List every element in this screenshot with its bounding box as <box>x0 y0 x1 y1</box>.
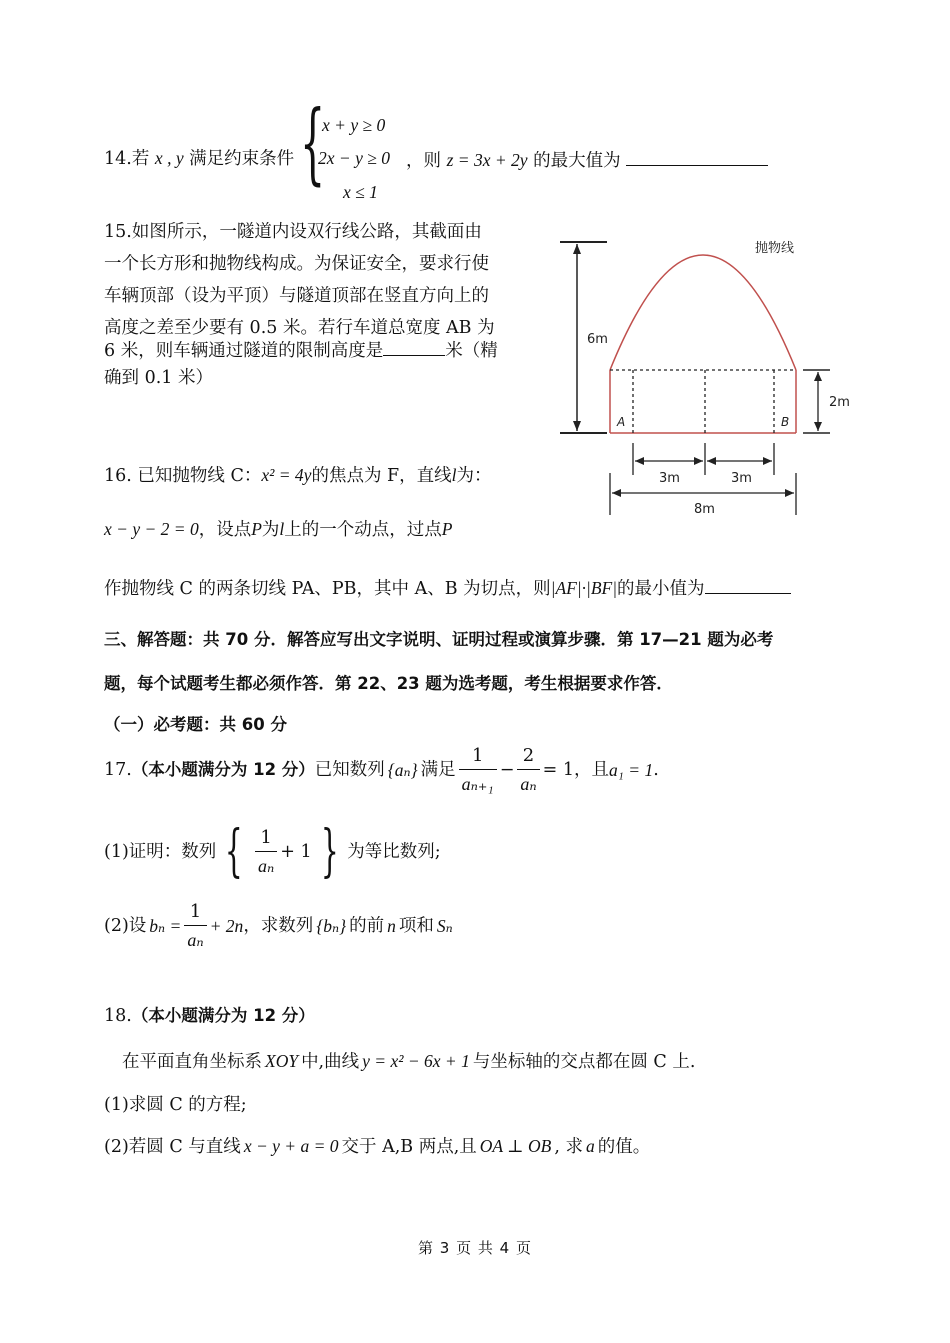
q17-p1-tail: 为等比数列; <box>347 842 441 862</box>
q18-heading <box>104 1005 315 1027</box>
q18-p2c: , 求 <box>554 1137 583 1157</box>
q14-then: ，则 <box>406 151 441 171</box>
q18-num: 18. <box>104 1006 132 1026</box>
q17-p1-frac <box>255 828 277 876</box>
q15-line-1: 15.如图所示，一隧道内设双行线公路，其截面由 <box>104 222 482 242</box>
q15-line-4: 高度之差至少要有 0.5 米。若行车道总宽度 AB 为 <box>104 318 495 338</box>
q16-l2l: l <box>279 519 285 539</box>
q18-l1c: 与坐标轴的交点都在圆 C 上. <box>472 1052 696 1072</box>
q16-l2p2: P <box>441 519 453 539</box>
q16-answer-blank[interactable] <box>705 575 791 594</box>
q15-line-2: 一个长方形和抛物线构成。为保证安全，要求行使 <box>104 254 489 274</box>
q17-p2-num: 1 <box>189 901 202 922</box>
q17-frac1-num: 1 <box>471 745 484 766</box>
q17-p1-brace-left: { <box>225 819 244 884</box>
q14-prefix: 14.若 <box>104 149 150 169</box>
q15-line-6: 确到 0.1 米） <box>104 368 213 388</box>
q16-line-3 <box>104 575 791 600</box>
label-8m: 8m <box>694 502 715 517</box>
constraint-1: x + y ≥ 0 <box>322 115 386 135</box>
q16-line-2 <box>104 518 453 541</box>
q16-l1a: 16. 已知抛物线 C： <box>104 466 262 486</box>
q17-part-2 <box>104 902 453 950</box>
q16-l1c: 为： <box>456 466 492 486</box>
q14-vars: x , y <box>154 148 184 168</box>
q14-tail <box>406 147 768 172</box>
section3-line-3: （一）必考题：共 60 分 <box>104 715 287 734</box>
q14-middle: 满足约束条件 <box>189 149 295 169</box>
q17-part-1 <box>104 819 441 884</box>
q17-p1-num: 1 <box>260 827 272 848</box>
q17-frac2-den: aₙ <box>517 769 539 794</box>
label-3m-left: 3m <box>659 471 680 486</box>
q14-suffix: 的最大值为 <box>533 151 621 171</box>
q17-minus: − <box>499 760 515 780</box>
q17-text3: ，且 <box>574 760 610 780</box>
q17-text2: 满足 <box>420 760 456 780</box>
q16-l3a: 作抛物线 C 的两条切线 PA、PB，其中 A、B 为切点，则 <box>104 579 551 599</box>
q18-p2b: 交于 A,B 两点,且 <box>341 1137 477 1157</box>
section3-line-1: 三、解答题：共 70 分．解答应写出文字说明、证明过程或演算步骤．第 17—21 题为必考 <box>104 630 774 649</box>
q17-p2-b: bₙ = <box>149 916 182 936</box>
q17-p1-brace-right: } <box>320 819 339 884</box>
constraint-2: 2x − y ≥ 0 <box>318 148 390 168</box>
tunnel-figure <box>555 230 855 550</box>
q17-p2-g: 项和 <box>398 916 434 936</box>
q16-l3b: 的最小值为 <box>617 579 705 599</box>
q17-frac1-den: aₙ₊₁ <box>459 769 497 794</box>
q17-p2-frac <box>184 902 206 950</box>
q18-part-2 <box>104 1135 650 1158</box>
q17-p2-d: ，求数列 <box>243 916 314 936</box>
q15-line-3: 车辆顶部（设为平顶）与隧道顶部在竖直方向上的 <box>104 286 489 306</box>
q18-p2d: 的值。 <box>597 1137 651 1157</box>
label-2m: 2m <box>829 395 850 410</box>
label-b: B <box>781 415 790 429</box>
q18-perp: OA ⊥ OB <box>479 1136 552 1156</box>
q16-line-1 <box>104 464 492 487</box>
q15-line-5-text: 6 米，则车辆通过隧道的限制高度是 <box>104 341 384 361</box>
q17-seq: {aₙ} <box>387 760 418 780</box>
q18-a: a <box>585 1136 595 1156</box>
q17-text1: 已知数列 <box>314 760 385 780</box>
q17-p2-text: (2)设 <box>104 916 147 936</box>
q16-product: |AF|·|BF| <box>550 578 618 598</box>
q17-p2-den: aₙ <box>184 925 206 950</box>
q16-line-eq: x − y − 2 = 0 <box>104 519 199 539</box>
q17-frac-1 <box>459 746 497 794</box>
page-footer: 第 3 页 共 4 页 <box>418 1239 532 1257</box>
q16-l2b: 为 <box>261 520 280 540</box>
q15-answer-blank[interactable] <box>383 337 445 356</box>
q17-a1: a₁ = 1 <box>609 760 654 780</box>
q18-xoy: XOY <box>265 1051 299 1071</box>
q17-p2-n: n <box>387 916 396 936</box>
q17-p2-f: 的前 <box>349 916 385 936</box>
q17-num: 17. <box>104 760 132 780</box>
label-3m-right: 3m <box>731 471 752 486</box>
label-parabola: 抛物线 <box>755 241 795 256</box>
q15-line-5-unit: 米（精 <box>445 341 498 361</box>
q17-p2-c: + 2n <box>209 916 244 936</box>
q17-frac2-num: 2 <box>522 745 535 766</box>
q17-eq: = 1 <box>542 760 575 780</box>
section3-line-2: 题，每个试题考生都必须作答．第 22、23 题为选考题，考生根据要求作答． <box>104 674 673 693</box>
q18-line-1 <box>122 1050 695 1073</box>
q18-l1a: 在平面直角坐标系 <box>122 1052 262 1072</box>
label-6m: 6m <box>587 332 608 347</box>
q18-part-1: (1)求圆 C 的方程; <box>104 1095 247 1115</box>
q16-l1b: 的焦点为 F，直线 <box>311 466 452 486</box>
q17-p2-s: Sₙ <box>436 916 453 936</box>
constraint-brace: { <box>300 91 326 194</box>
q17-p1-plus: + 1 <box>280 842 312 862</box>
q18-line-eq: x − y + a = 0 <box>243 1136 339 1156</box>
q18-l1b: 中,曲线 <box>301 1052 360 1072</box>
q14-line <box>104 147 294 170</box>
q17-end: . <box>653 760 659 780</box>
q17-frac-2 <box>517 746 539 794</box>
q16-l2c: 上的一个动点，过点 <box>284 520 442 540</box>
q18-curve-eq: y = x² − 6x + 1 <box>362 1051 470 1071</box>
q17-p1-text: (1)证明：数列 <box>104 842 217 862</box>
constraint-3: x ≤ 1 <box>343 182 378 202</box>
q16-l2a: ，设点 <box>198 520 252 540</box>
q18-score: （本小题满分为 12 分） <box>131 1006 315 1025</box>
q17-score: （本小题满分为 12 分） <box>131 760 315 779</box>
q17-line <box>104 746 659 794</box>
q15-line-5 <box>104 337 498 362</box>
q16-l2p: P <box>251 519 262 539</box>
q16-l1l: l <box>451 465 457 485</box>
q17-p2-seq: {bₙ} <box>316 916 347 936</box>
q14-answer-blank[interactable] <box>626 147 768 166</box>
q18-p2a: (2)若圆 C 与直线 <box>104 1137 241 1157</box>
q17-p1-den: aₙ <box>255 851 277 876</box>
label-a: A <box>617 415 626 429</box>
q14-expr: z = 3x + 2y <box>446 150 528 170</box>
q16-parabola-eq: x² = 4y <box>261 465 312 485</box>
